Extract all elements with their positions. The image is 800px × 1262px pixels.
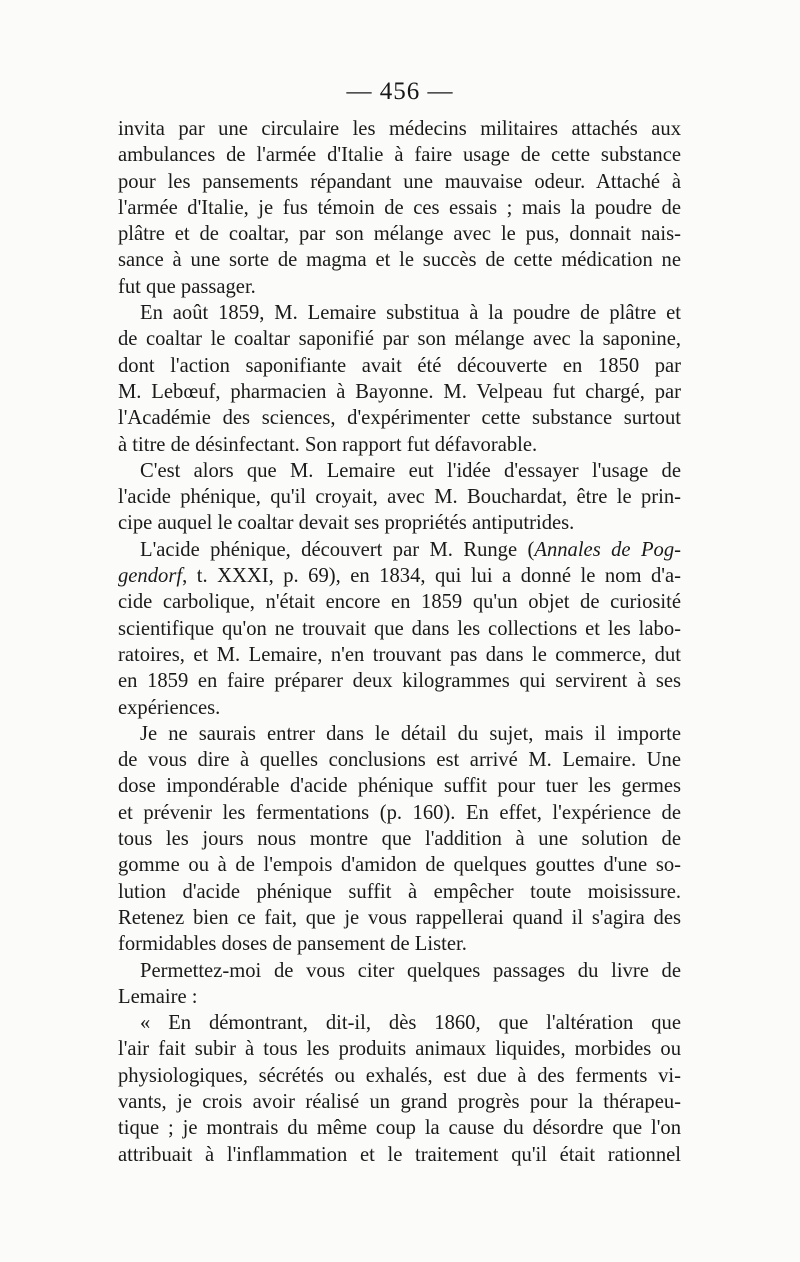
text-line: sance à une sorte de magma et le succès de cette médication ne	[118, 249, 681, 272]
text-line: ratoires, et M. Lemaire, n'en trouvant pas dans le commerce, dut	[118, 643, 681, 666]
text-line: à titre de désinfectant. Son rapport fut défavorable.	[118, 433, 538, 456]
text-line: cipe auquel le coaltar devait ses propriétés antiputrides.	[118, 512, 575, 535]
text-line: scientifique qu'on ne trouvait que dans les collections et les labo-	[118, 617, 681, 640]
text-line: expériences.	[118, 696, 221, 719]
text-line: Retenez bien ce fait, que je vous rappellerai quand il s'agira des	[118, 906, 681, 929]
text-line: attribuait à l'inflammation et le traitement qu'il était rationnel	[118, 1143, 681, 1166]
text-line: fut que passager.	[118, 275, 256, 298]
text-line: C'est alors que M. Lemaire eut l'idée d'essayer l'usage de	[140, 459, 681, 482]
text-line: lution d'acide phénique suffit à empêcher toute moisissure.	[118, 880, 681, 903]
text-line: de vous dire à quelles conclusions est arrivé M. Lemaire. Une	[118, 749, 681, 772]
text-line: tique ; je montrais du même coup la cause du désordre que l'on	[118, 1117, 681, 1140]
text-line: gomme ou à de l'empois d'amidon de quelques gouttes d'une so-	[118, 854, 681, 877]
italic-citation: gendorf	[118, 565, 183, 588]
text-line: « En démontrant, dit-il, dès 1860, que l'altération que	[140, 1012, 681, 1035]
text-line: vants, je crois avoir réalisé un grand progrès pour la thérapeu-	[118, 1090, 681, 1113]
text-line: cide carbolique, n'était encore en 1859 qu'un objet de curiosité	[118, 591, 681, 614]
body-text	[118, 116, 681, 1168]
text-line: M. Lebœuf, pharmacien à Bayonne. M. Velpeau fut chargé, par	[118, 380, 681, 403]
text-line: ambulances de l'armée d'Italie à faire usage de cette substance	[118, 144, 681, 167]
text-line	[118, 537, 681, 563]
text-line: l'Académie des sciences, d'expérimenter cette substance surtout	[118, 407, 681, 430]
text-line: physiologiques, sécrétés ou exhalés, est due à des ferments vi-	[118, 1064, 681, 1087]
text-line: plâtre et de coaltar, par son mélange avec le pus, donnait nais-	[118, 223, 681, 246]
text-line	[118, 563, 681, 589]
text-line: Lemaire :	[118, 985, 198, 1008]
text-line: formidables doses de pansement de Lister.	[118, 933, 467, 956]
text-line: Permettez-moi de vous citer quelques passages du livre de	[140, 959, 681, 982]
text-line: pour les pansements répandant une mauvaise odeur. Attaché à	[118, 170, 681, 193]
page-number: — 456 —	[346, 78, 454, 105]
text-line: de coaltar le coaltar saponifié par son mélange avec la saponine,	[118, 328, 681, 351]
text-line: tous les jours nous montre que l'addition à une solution de	[118, 828, 681, 851]
text-line: et prévenir les fermentations (p. 160). En effet, l'expérience de	[118, 801, 681, 824]
italic-citation: Annales de Pog-	[534, 538, 681, 561]
text-line: invita par une circulaire les médecins militaires attachés aux	[118, 118, 681, 140]
text-line-segment: , t. XXXI, p. 69), en 1834, qui lui a donné le nom d'a-	[182, 565, 681, 588]
text-line: l'acide phénique, qu'il croyait, avec M. Bouchardat, être le prin-	[118, 486, 681, 509]
text-line: Je ne saurais entrer dans le détail du sujet, mais il importe	[140, 722, 681, 745]
text-line: en 1859 en faire préparer deux kilogrammes qui servirent à ses	[118, 670, 681, 693]
text-line: l'armée d'Italie, je fus témoin de ces essais ; mais la poudre de	[118, 196, 681, 219]
text-line: dose impondérable d'acide phénique suffit pour tuer les germes	[118, 775, 681, 798]
text-line: En août 1859, M. Lemaire substitua à la poudre de plâtre et	[140, 302, 681, 325]
text-line: dont l'action saponifiante avait été découverte en 1850 par	[118, 354, 681, 377]
text-line-segment: L'acide phénique, découvert par M. Runge (	[140, 538, 535, 561]
text-line: l'air fait subir à tous les produits animaux liquides, morbides ou	[118, 1038, 681, 1061]
